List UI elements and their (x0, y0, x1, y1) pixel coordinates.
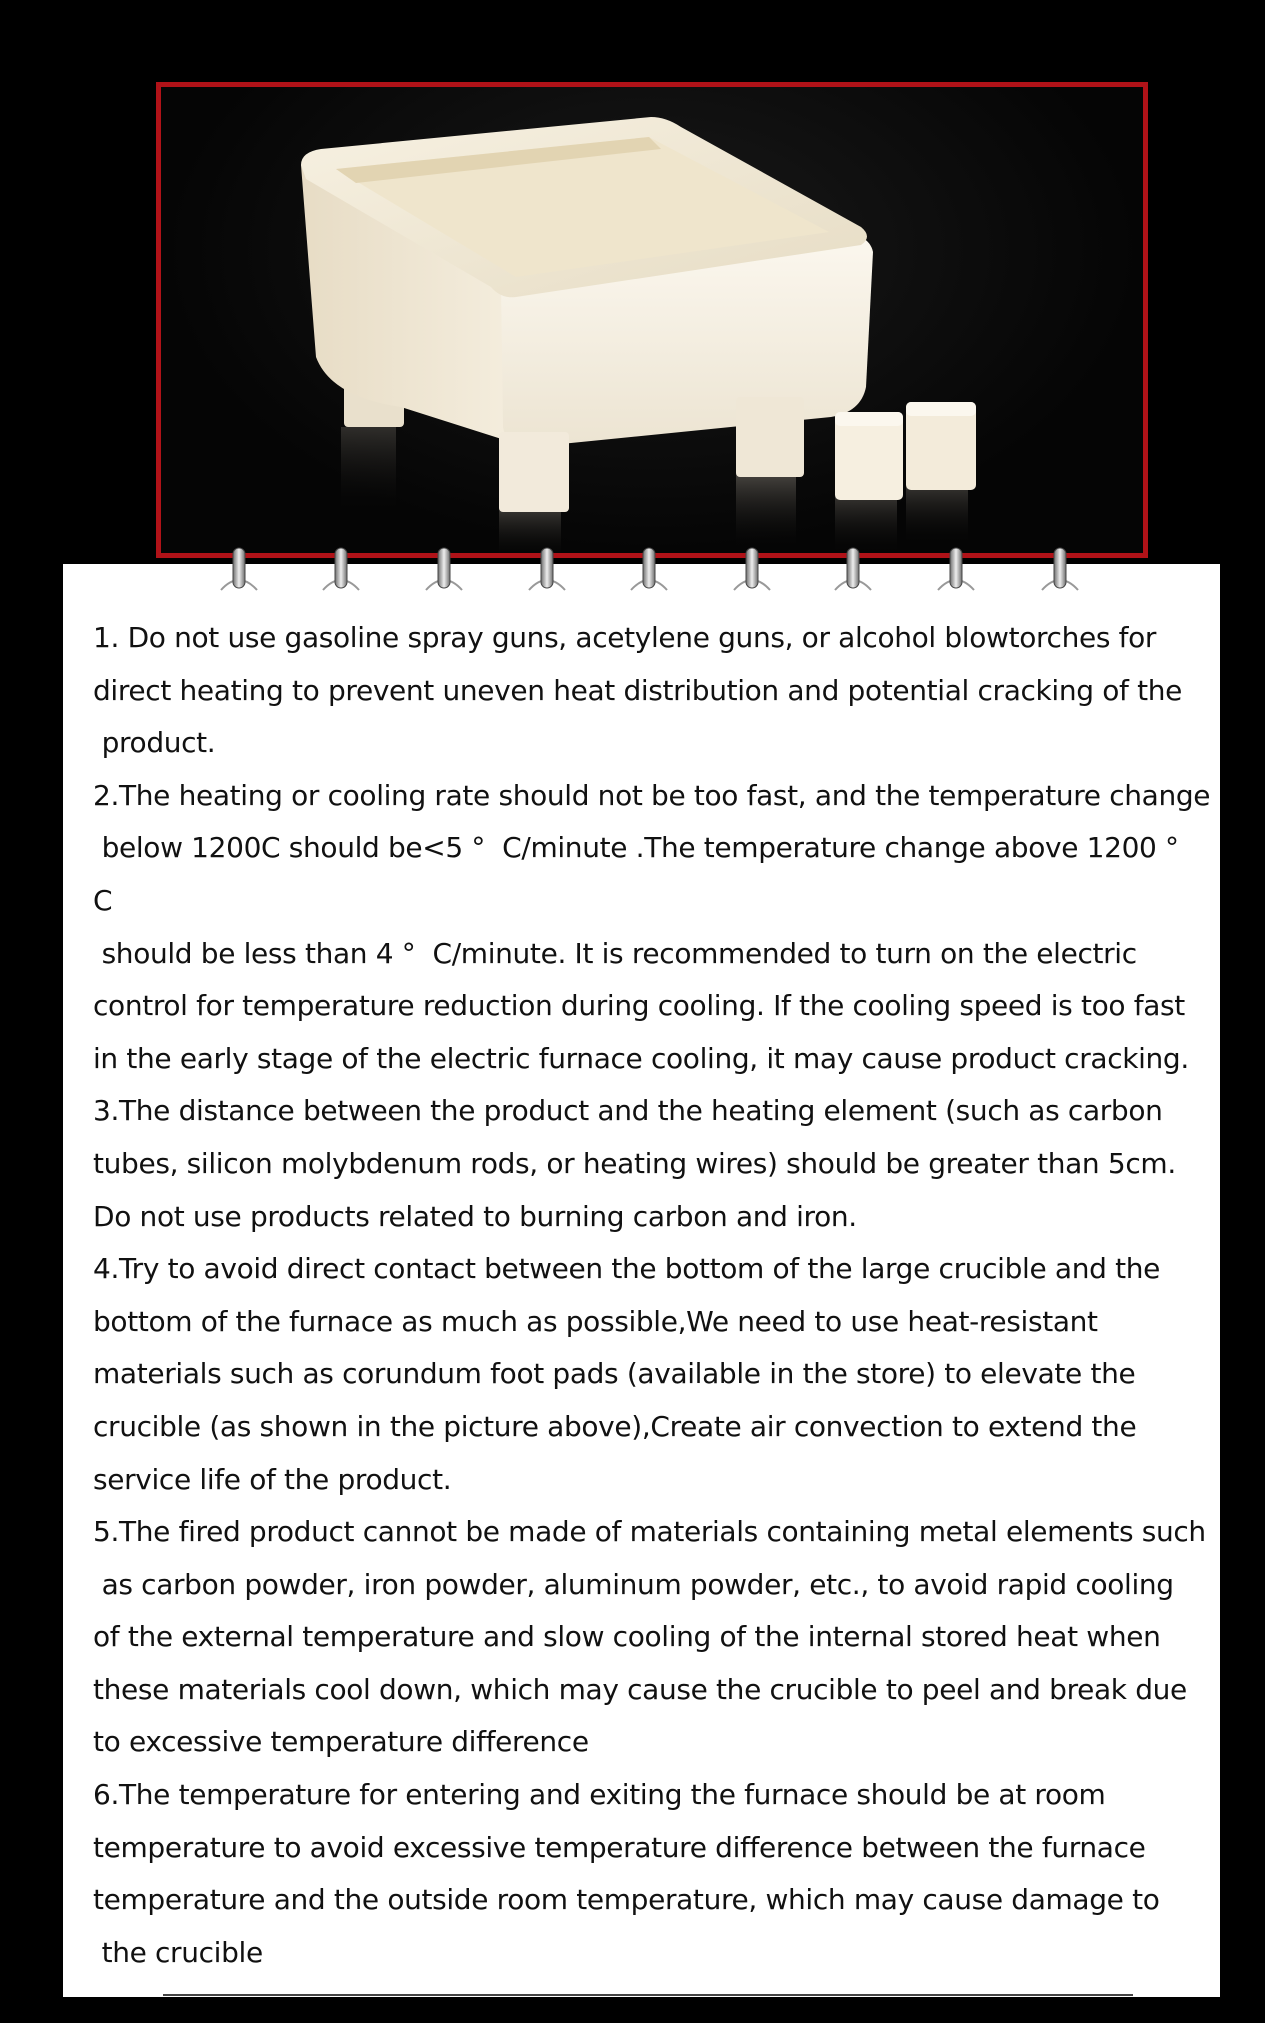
instruction-list (93, 612, 1213, 1979)
crucible-photo (161, 87, 1143, 553)
instruction-item-3: 3.The distance between the product and the heating element (such as carbon tubes, silicon molybdenum rods, or heating wires) should be greater than 5cm. Do not use products related to burning carbon and iron. (93, 1094, 1176, 1233)
binder-ring (426, 548, 462, 590)
instruction-item-4: 4.Try to avoid direct contact between the bottom of the large crucible and the bottom of the furnace as much as possible,We need to use heat-resistant materials such as corundum foot pads (available in the store) to elevate the crucible (as shown in the picture above),Create air convection to extend the service life of the product. (93, 1252, 1160, 1496)
binder-ring (631, 548, 667, 590)
binder-ring (221, 548, 257, 590)
card-bottom-divider (163, 1994, 1133, 1996)
binder-ring (938, 548, 974, 590)
binder-ring (1042, 548, 1078, 590)
binder-ring (529, 548, 565, 590)
instruction-item-1: 1. Do not use gasoline spray guns, acetylene guns, or alcohol blowtorches for direct heating to prevent uneven heat distribution and potential cracking of the product. (93, 621, 1182, 760)
instruction-item-6: 6.The temperature for entering and exiting the furnace should be at room temperature to avoid excessive temperature difference between the furnace temperature and the outside room temperature, which may cause damage to the crucible (93, 1778, 1160, 1969)
binder-ring (323, 548, 359, 590)
instruction-item-5: 5.The fired product cannot be made of materials containing metal elements such as carbon powder, iron powder, aluminum powder, etc., to avoid rapid cooling of the external temperature and slow cooling of the internal stored heat when these materials cool down, which may cause the crucible to peel and break due to excessive temperature difference (93, 1515, 1206, 1759)
binder-ring (835, 548, 871, 590)
product-photo-frame (156, 82, 1148, 558)
binder-rings (63, 540, 1220, 600)
binder-ring (734, 548, 770, 590)
instruction-item-2: 2.The heating or cooling rate should not be too fast, and the temperature change below 1200C should be<5 ° C/minute .The temperature change above 1200 ° C should be less than 4 ° C/minute. It is recommended to turn on the electric control for temperature reduction during cooling. If the cooling speed is too fast in the early stage of the electric furnace cooling, it may cause product cracking. (93, 778, 1211, 1075)
